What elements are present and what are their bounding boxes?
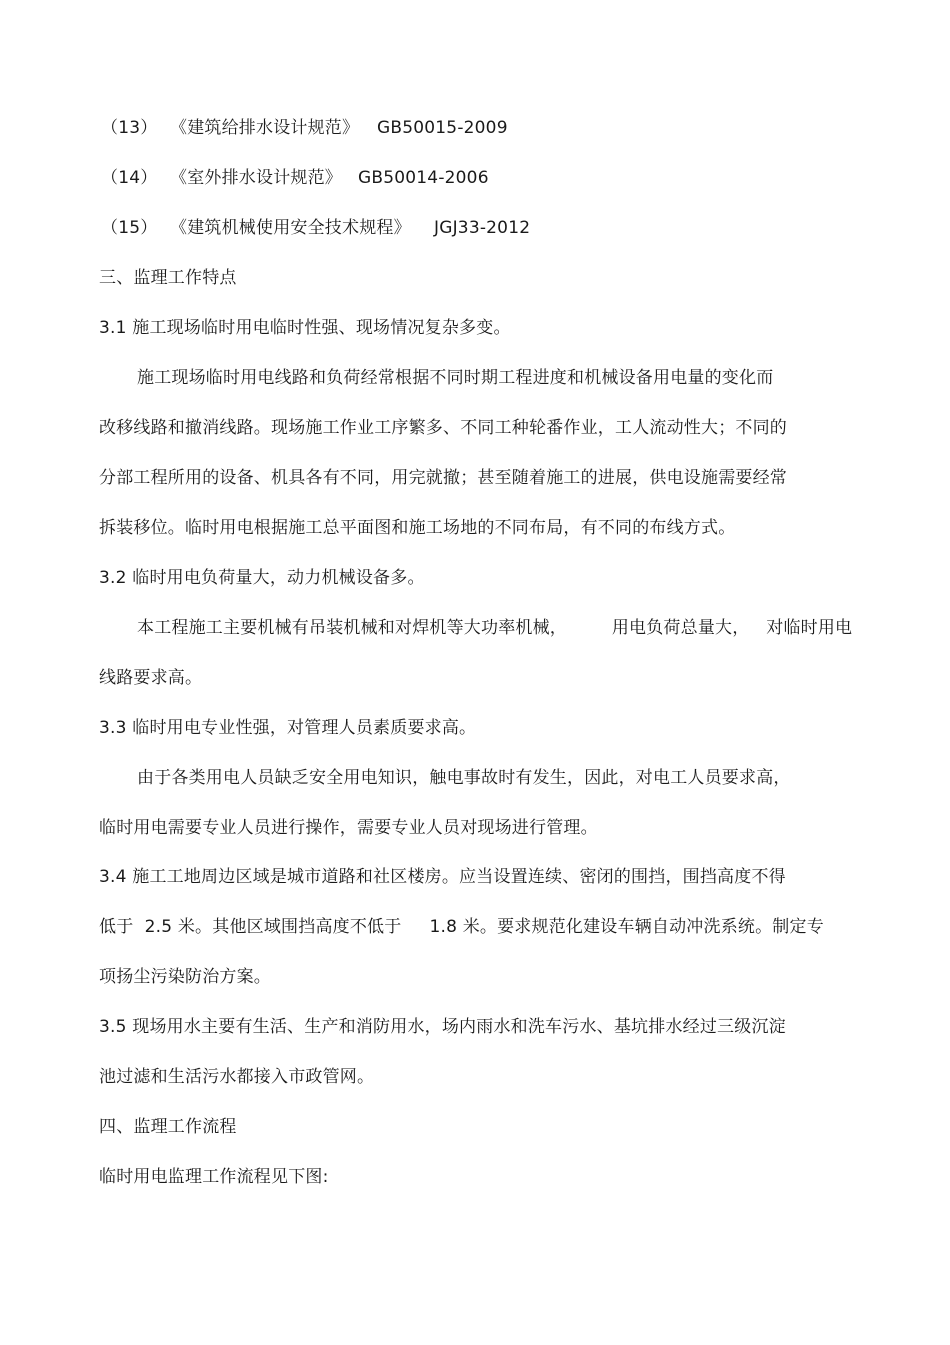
paragraph-line: 分部工程所用的设备、机具各有不同，用完就撤；甚至随着施工的进展，供电设施需要经常 <box>99 468 787 488</box>
item-title: 3.1 施工现场临时用电临时性强、现场情况复杂多变。 <box>99 318 511 338</box>
paragraph-line: 施工现场临时用电线路和负荷经常根据不同时期工程进度和机械设备用电量的变化而 <box>137 368 774 388</box>
paragraph-line: 临时用电监理工作流程见下图: <box>99 1167 329 1187</box>
standard-number: （14） <box>101 168 158 188</box>
paragraph-line: 由于各类用电人员缺乏安全用电知识，触电事故时有发生，因此，对电工人员要求高， <box>137 768 791 788</box>
section-heading: 三、监理工作特点 <box>99 268 237 288</box>
standard-number: （13） <box>101 118 158 138</box>
paragraph-line: 项扬尘污染防治方案。 <box>99 967 271 987</box>
standard-code: JGJ33-2012 <box>434 218 531 238</box>
standard-title: 《室外排水设计规范》 <box>170 168 342 188</box>
item-title: 3.3 临时用电专业性强，对管理人员素质要求高。 <box>99 718 477 738</box>
paragraph-line: 拆装移位。临时用电根据施工总平面图和施工场地的不同布局，有不同的布线方式。 <box>99 518 736 538</box>
section-heading: 四、监理工作流程 <box>99 1117 237 1137</box>
standard-title: 《建筑机械使用安全技术规程》 <box>170 218 411 238</box>
item-title: 3.5 现场用水主要有生活、生产和消防用水，场内雨水和洗车污水、基坑排水经过三级沉淀 <box>99 1017 786 1037</box>
standard-code: GB50015-2009 <box>377 118 508 138</box>
paragraph-line: 临时用电需要专业人员进行操作，需要专业人员对现场进行管理。 <box>99 818 598 838</box>
paragraph-line: 改移线路和撤消线路。现场施工作业工序繁多、不同工种轮番作业，工人流动性大；不同的 <box>99 418 787 438</box>
paragraph-line: 低于 2.5 米。其他区域围挡高度不低于 1.8 米。要求规范化建设车辆自动冲洗系统。制定专 <box>99 917 824 937</box>
standard-title: 《建筑给排水设计规范》 <box>170 118 360 138</box>
paragraph-line: 池过滤和生活污水都接入市政管网。 <box>99 1067 375 1087</box>
paragraph-line: 本工程施工主要机械有吊装机械和对焊机等大功率机械， 用电负荷总量大， 对临时用电 <box>137 618 853 638</box>
standard-number: （15） <box>101 218 158 238</box>
item-title: 3.2 临时用电负荷量大，动力机械设备多。 <box>99 568 425 588</box>
item-title: 3.4 施工工地周边区域是城市道路和社区楼房。应当设置连续、密闭的围挡，围挡高度不得 <box>99 867 786 887</box>
standard-code: GB50014-2006 <box>358 168 489 188</box>
paragraph-line: 线路要求高。 <box>99 668 203 688</box>
